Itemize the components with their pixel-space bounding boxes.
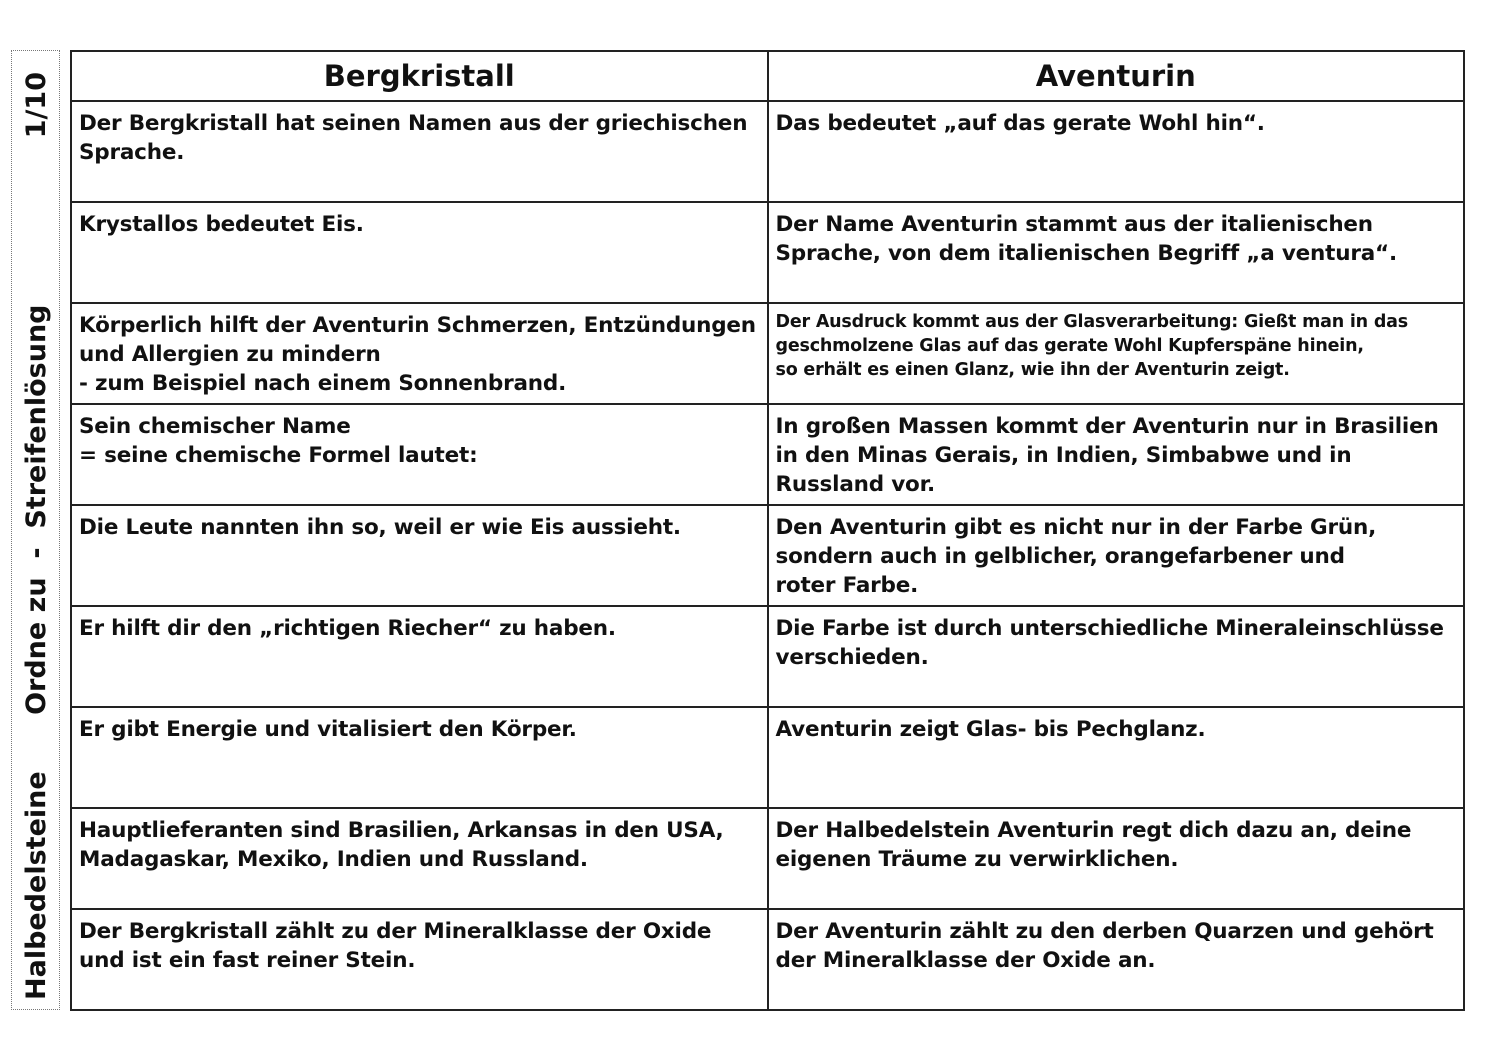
- table-row: [71, 606, 1464, 707]
- table-cell: [768, 202, 1465, 303]
- cell-text: Er hilft dir den „richtigen Riecher“ zu haben.: [79, 616, 616, 641]
- side-strip-text: [16, 54, 56, 1006]
- table-cell: [71, 606, 768, 707]
- table-cell: [71, 505, 768, 606]
- cell-text: Der Bergkristall hat seinen Namen aus der griechischen Sprache.: [79, 111, 748, 165]
- cell-text: Aventurin zeigt Glas- bis Pechglanz.: [775, 717, 1206, 742]
- cell-text: Den Aventurin gibt es nicht nur in der Farbe Grün, sondern auch in gelblicher, orangefarbener und roter Farbe.: [775, 515, 1377, 598]
- table-cell: [768, 808, 1465, 909]
- cell-text: Der Halbedelstein Aventurin regt dich dazu an, deine eigenen Träume zu verwirklichen.: [775, 818, 1412, 872]
- table-cell: [71, 808, 768, 909]
- header-row: [71, 51, 1464, 101]
- cell-text: Der Name Aventurin stammt aus der italienischen Sprache, von dem italienischen Begriff „a ventura“.: [775, 212, 1397, 266]
- cell-text: Die Farbe ist durch unterschiedliche Mineraleinschlüsse verschieden.: [775, 616, 1444, 670]
- table-cell: [768, 303, 1465, 404]
- table-cell: [768, 101, 1465, 202]
- cell-text: Der Aventurin zählt zu den derben Quarzen und gehört der Mineralklasse der Oxide an.: [775, 919, 1434, 973]
- table-cell: [71, 909, 768, 1010]
- table-row: [71, 808, 1464, 909]
- table-cell: [71, 707, 768, 808]
- table-row: [71, 707, 1464, 808]
- side-strip: [11, 50, 60, 1010]
- page-number: 1/10: [20, 72, 51, 139]
- table-row: [71, 505, 1464, 606]
- cell-text: Das bedeutet „auf das gerate Wohl hin“.: [775, 111, 1265, 136]
- cell-text: Er gibt Energie und vitalisiert den Körper.: [79, 717, 577, 742]
- worksheet-title: Halbedelsteine Ordne zu - Streifenlösung: [20, 304, 51, 1000]
- table-row: [71, 101, 1464, 202]
- table-cell: [71, 303, 768, 404]
- cell-text: In großen Massen kommt der Aventurin nur in Brasilien in den Minas Gerais, in Indien, Simbabwe und in Russland vor.: [775, 414, 1439, 497]
- table-cell: [768, 505, 1465, 606]
- cell-text: Der Ausdruck kommt aus der Glasverarbeitung: Gießt man in das geschmolzene Glas auf das gerate Wohl Kupferspäne hinein, so erhält es einen Glanz, wie ihn der Aventurin zeigt.: [775, 312, 1408, 380]
- cell-text: Die Leute nannten ihn so, weil er wie Eis aussieht.: [79, 515, 681, 540]
- table-cell: [768, 909, 1465, 1010]
- table-cell: [768, 606, 1465, 707]
- table-cell: [768, 707, 1465, 808]
- cell-text: Körperlich hilft der Aventurin Schmerzen, Entzündungen und Allergien zu mindern - zum Beispiel nach einem Sonnenbrand.: [79, 313, 756, 396]
- table-cell: [71, 202, 768, 303]
- cell-text: Hauptlieferanten sind Brasilien, Arkansas in den USA, Madagaskar, Mexiko, Indien und Russland.: [79, 818, 724, 872]
- table-cell: [71, 404, 768, 505]
- table-cell: [71, 101, 768, 202]
- cell-text: Sein chemischer Name = seine chemische Formel lautet:: [79, 414, 478, 468]
- cell-text: Der Bergkristall zählt zu der Mineralklasse der Oxide und ist ein fast reiner Stein.: [79, 919, 712, 973]
- table-row: [71, 303, 1464, 404]
- table-row: [71, 202, 1464, 303]
- sorting-table: [70, 50, 1465, 1011]
- header-aventurin: Aventurin: [768, 51, 1465, 101]
- header-bergkristall: Bergkristall: [71, 51, 768, 101]
- cell-text: Krystallos bedeutet Eis.: [79, 212, 364, 237]
- table-row: [71, 404, 1464, 505]
- table-cell: [768, 404, 1465, 505]
- table-row: [71, 909, 1464, 1010]
